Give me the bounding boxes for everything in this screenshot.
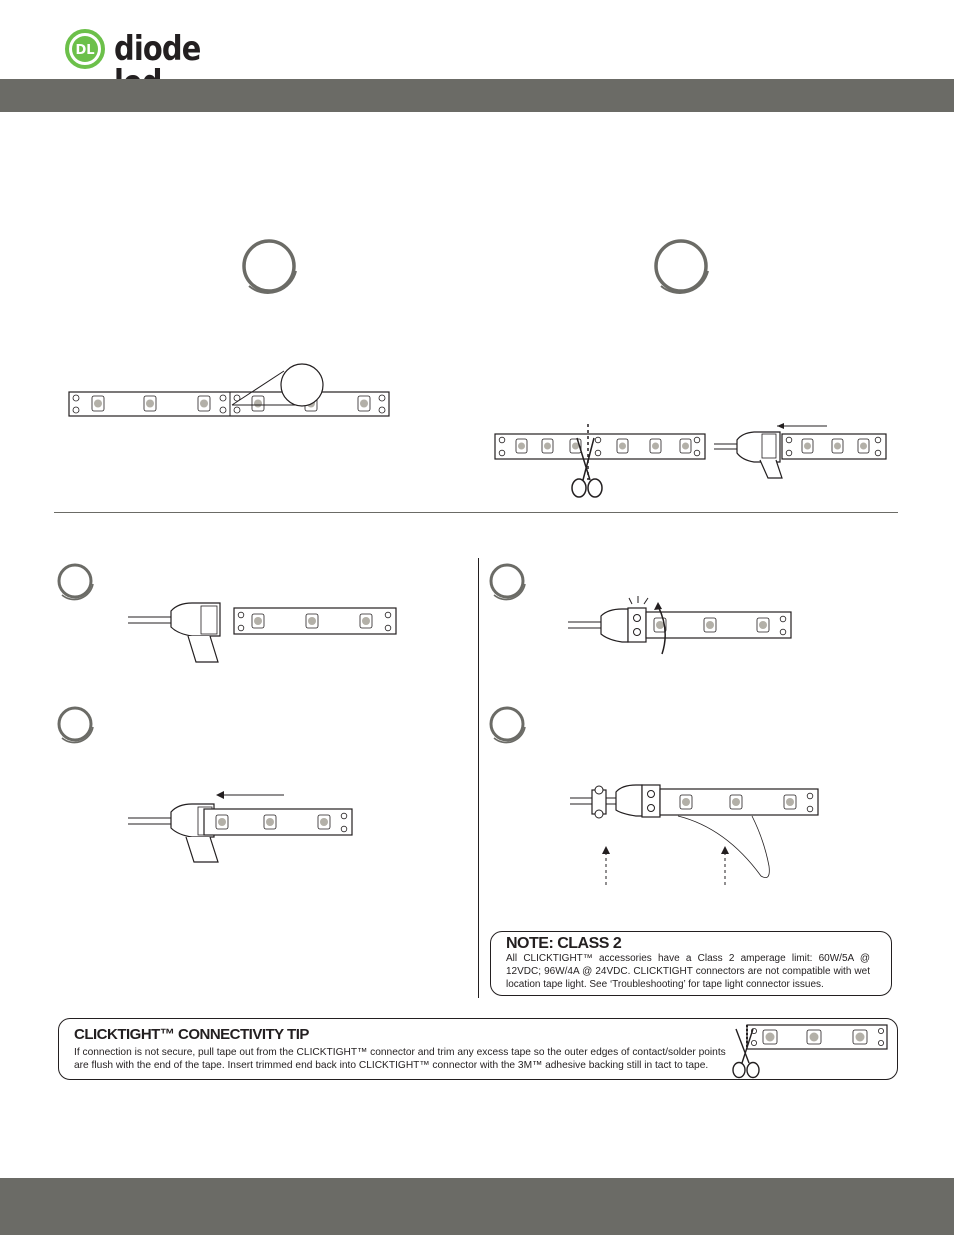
header-bar: [0, 79, 954, 112]
tip-body: If connection is not secure, pull tape out from the CLICKTIGHT™ connector and trim any excess tape so the outer edges of contact/solder points are flush with the end of the tape. Insert trimmed end back into CLICKTIGHT™ connector with the 3M™ adhesive backing still in tact to tape.: [74, 1047, 726, 1071]
note-title: NOTE: CLASS 2: [506, 935, 622, 952]
tip-trim-illustration: [729, 1023, 889, 1081]
step-1-ring-icon: [241, 238, 301, 298]
tip-title: CLICKTIGHT™ CONNECTIVITY TIP: [74, 1026, 309, 1043]
logo-text: diode: [114, 29, 201, 69]
footer-bar: [0, 1178, 954, 1235]
note-body: All CLICKTIGHT™ accessories have a Class 2 amperage limit: 60W/5A @ 12VDC; 96W/4A @ 24VDC. CLICKTIGHT connectors are not compatible with wet location tape light. See ‘Troubleshooting’ for tape light connector issues.: [506, 953, 870, 990]
column-divider: [478, 558, 479, 998]
step-5-close-clip-illustration: [566, 592, 826, 662]
step-4-ring-icon: [56, 705, 96, 745]
step-2-ring-icon: [653, 238, 713, 298]
step-3-connector-and-tape-illustration: [126, 598, 401, 668]
step-3-ring-icon: [56, 562, 96, 602]
connectivity-tip-box: [58, 1018, 898, 1080]
step-2-cut-and-connect-illustration: [492, 420, 892, 505]
logo-mark-icon: [64, 28, 106, 70]
section-divider: [54, 512, 898, 513]
step-1-tape-illustration: [68, 365, 393, 420]
class-2-note-box: [490, 931, 892, 996]
logo: [64, 28, 234, 70]
step-6-mount-illustration: [566, 770, 828, 890]
click-mark-icon: [629, 596, 648, 604]
logo-monogram: DL: [75, 43, 95, 58]
step-6-ring-icon: [488, 705, 528, 745]
step-4-insert-tape-illustration: [126, 780, 361, 865]
step-5-ring-icon: [488, 562, 528, 602]
